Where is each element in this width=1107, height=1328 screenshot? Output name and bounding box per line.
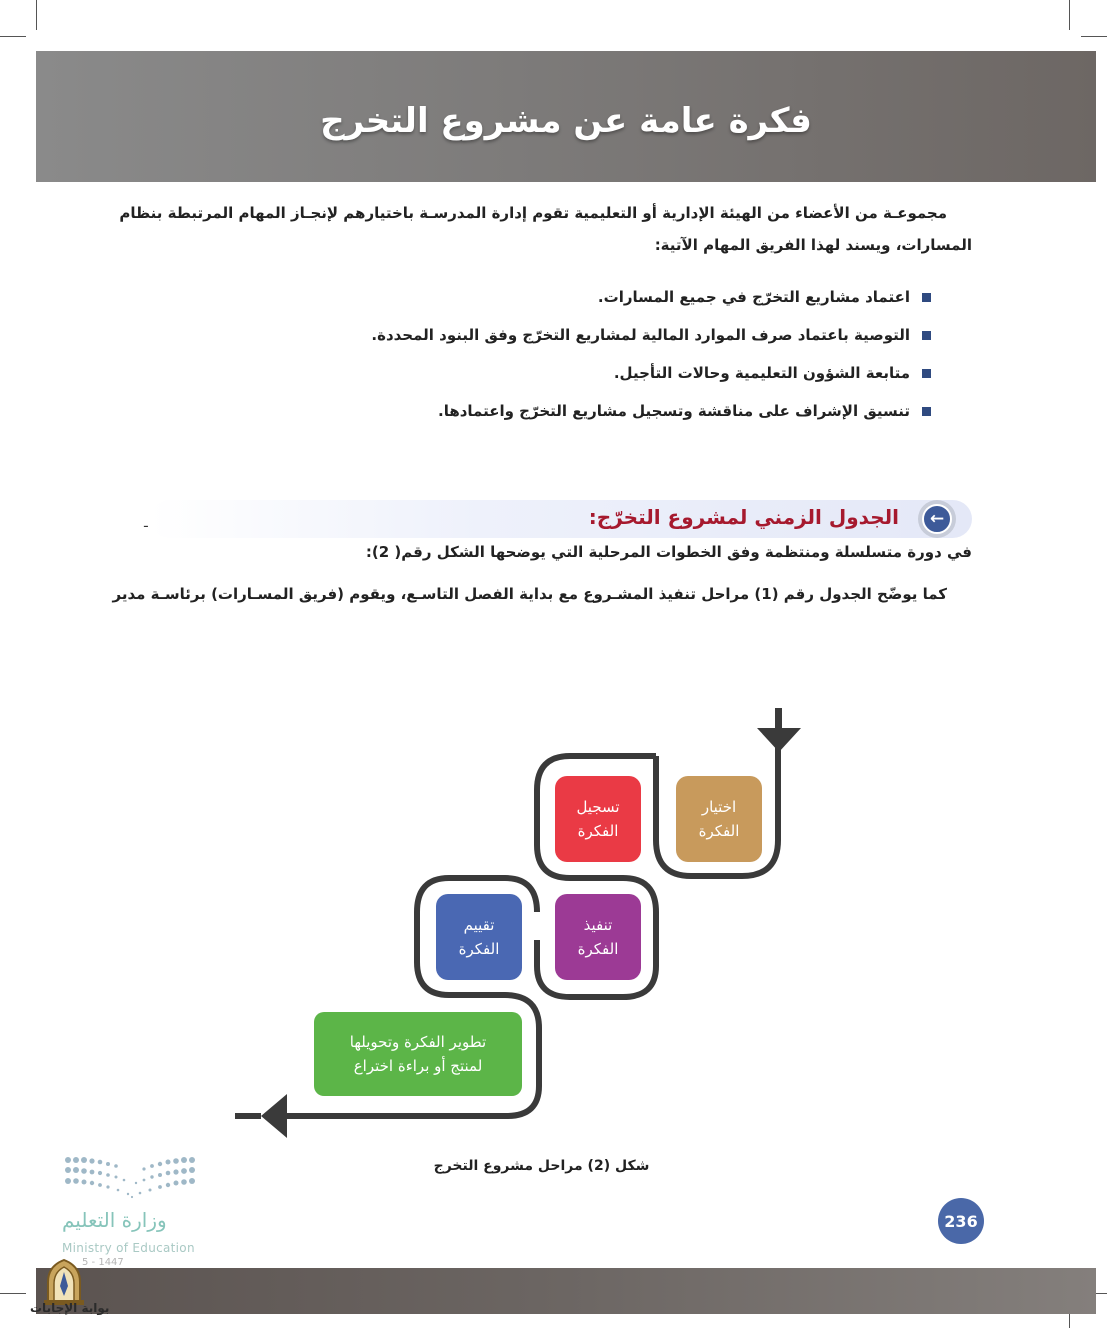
arrow-left-icon — [261, 1094, 287, 1138]
list-item-text: متابعة الشؤون التعليمية وحالات التأجيل. — [613, 364, 910, 382]
step-evaluate-idea — [436, 894, 522, 980]
arrow-left-icon: ← — [922, 504, 952, 534]
ministry-year: 5 - 1447 — [82, 1257, 124, 1268]
arrow-tail — [235, 1113, 261, 1119]
section-title: الجدول الزمني لمشروع التخرّج: — [588, 505, 899, 529]
header-banner — [36, 51, 1096, 182]
ministry-logo-icon — [62, 1152, 198, 1200]
ministry-name-ar: وزارة التعليم — [62, 1208, 167, 1232]
list-item — [371, 316, 931, 354]
intro-line-1: مجموعـة من الأعضاء من الهيئة الإدارية أو التعليمية تقوم إدارة المدرسـة باختيارهم لإنجـاز المهام المرتبطة بنظام — [119, 204, 947, 222]
timeline-line-1: في دورة متسلسلة ومنتظمة وفق الخطوات المرحلية التي يوضحها الشكل رقم( 2): — [365, 543, 972, 561]
list-item-text: اعتماد مشاريع التخرّج في جميع المسارات. — [597, 288, 910, 306]
step-line: الفكرة — [698, 822, 740, 840]
arrow-shaft — [776, 708, 782, 730]
bullet-square-icon — [922, 293, 931, 302]
list-item-text: التوصية باعتماد صرف الموارد المالية لمشاريع التخرّج وفق البنود المحددة. — [371, 326, 910, 344]
step-line: لمنتج أو براءة اختراع — [353, 1057, 483, 1075]
step-register-idea — [555, 776, 641, 862]
task-list — [371, 278, 931, 430]
list-item-text: تنسيق الإشراف على مناقشة وتسجيل مشاريع التخرّج واعتمادها. — [438, 402, 910, 420]
step-line: الفكرة — [458, 940, 500, 958]
step-line: تسجيل — [576, 798, 620, 816]
crop-mark — [0, 1293, 26, 1294]
section-arrow-icon — [918, 500, 956, 538]
crop-mark — [36, 0, 37, 30]
page-number: 236 — [938, 1198, 984, 1244]
step-line: تنفيذ — [583, 916, 613, 934]
crop-mark — [0, 36, 26, 37]
list-item — [371, 354, 931, 392]
bullet-square-icon — [922, 331, 931, 340]
step-line: تقييم — [463, 916, 495, 934]
step-line: تطوير الفكرة وتحويلها — [349, 1033, 487, 1051]
bullet-square-icon — [922, 369, 931, 378]
figure-caption: شكل (2) مراحل مشروع التخرج — [433, 1158, 650, 1174]
step-line: اختيار — [701, 798, 737, 816]
step-choose-idea — [676, 776, 762, 862]
step-line: الفكرة — [577, 940, 619, 958]
timeline-line-2: كما يوضّح الجدول رقم (1) مراحل تنفيذ المشـروع مع بداية الفصل التاسـع، ويقوم (فريق المسـارات) برئاسـة مدير — [112, 585, 947, 603]
ministry-name-en: Ministry of Education — [62, 1241, 195, 1255]
bullet-square-icon — [922, 407, 931, 416]
crop-mark — [1081, 36, 1107, 37]
step-implement-idea — [555, 894, 641, 980]
watermark-text: بوابة الإجابات — [30, 1301, 110, 1315]
stray-glyph: ـ — [144, 516, 148, 531]
list-item — [371, 278, 931, 316]
stages-diagram — [225, 700, 815, 1150]
page-title: فكرة عامة عن مشروع التخرج — [320, 101, 812, 141]
footer-band — [36, 1268, 1096, 1314]
step-line: الفكرة — [577, 822, 619, 840]
intro-line-2: المسارات، ويسند لهذا الفريق المهام الآتية: — [654, 236, 972, 254]
crop-mark — [1069, 0, 1070, 30]
list-item — [371, 392, 931, 430]
arrow-down-icon — [757, 728, 801, 752]
step-develop-idea — [314, 1012, 522, 1096]
